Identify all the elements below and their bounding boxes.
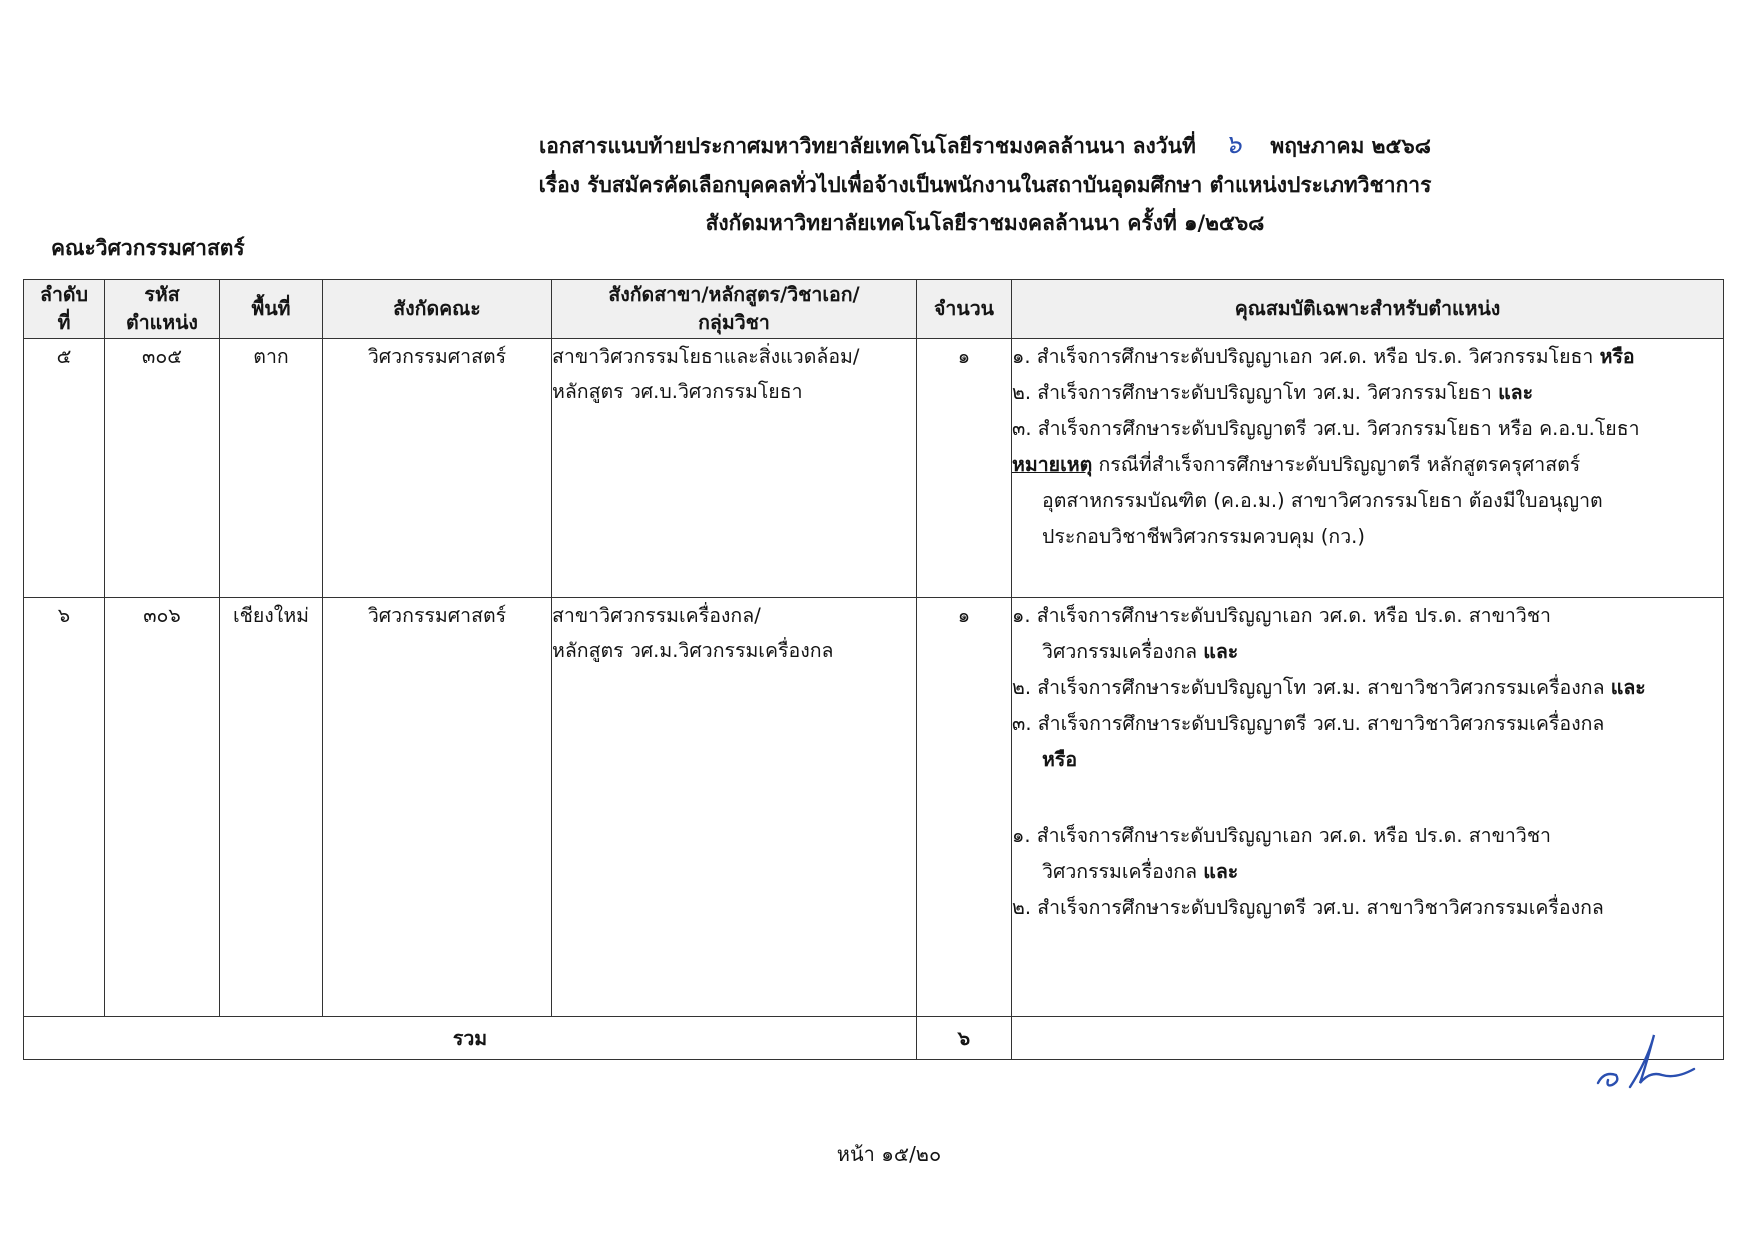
- row-area: ตาก: [220, 339, 323, 598]
- row-qualifications: ๑. สำเร็จการศึกษาระดับปริญญาเอก วศ.ด. หรือ ปร.ด. วิศวกรรมโยธา หรือ ๒. สำเร็จการศึกษาระดับปริญญาโท วศ.ม. วิศวกรรมโยธา และ ๓. สำเร็จการศึกษาระดับปริญญาตรี วศ.บ. วิศวกรรมโยธา หรือ ค.อ.บ.โยธา หมายเหตุ กรณีที่สำเร็จการศึกษาระดับปริญญาตรี หลักสูตรครุศาสตร์ อุตสาหกรรมบัณฑิต (ค.อ.ม.) สาขาวิศวกรรมโยธา ต้องมีใบอนุญาต ประกอบวิชาชีพวิศวกรรมควบคุม (กว.): [1012, 339, 1724, 598]
- row-count: ๑: [917, 339, 1012, 598]
- total-label: รวม: [24, 1017, 917, 1060]
- header-area: พื้นที่: [220, 280, 323, 339]
- table-header-row: [24, 280, 1724, 339]
- header-count: จำนวน: [917, 280, 1012, 339]
- header-program: สังกัดสาขา/หลักสูตร/วิชาเอก/ กลุ่มวิชา: [552, 280, 917, 339]
- faculty-title: คณะวิศวกรรมศาสตร์: [51, 236, 245, 260]
- row-program: สาขาวิศวกรรมเครื่องกล/ หลักสูตร วศ.ม.วิศวกรรมเครื่องกล: [552, 598, 917, 1017]
- note-label: หมายเหตุ: [1012, 453, 1093, 477]
- row-no: ๖: [24, 598, 105, 1017]
- row-qualifications: ๑. สำเร็จการศึกษาระดับปริญญาเอก วศ.ด. หรือ ปร.ด. สาขาวิชา วิศวกรรมเครื่องกล และ ๒. สำเร็จการศึกษาระดับปริญญาโท วศ.ม. สาขาวิชาวิศวกรรมเครื่องกล และ ๓. สำเร็จการศึกษาระดับปริญญาตรี วศ.บ. สาขาวิชาวิศวกรรมเครื่องกล หรือ ๑. สำเร็จการศึกษาระดับปริญญาเอก วศ.ด. หรือ ปร.ด. สาขาวิชา วิศวกรรมเครื่องกล และ ๒. สำเร็จการศึกษาระดับปริญญาตรี วศ.บ. สาขาวิชาวิศวกรรมเครื่องกล: [1012, 598, 1724, 1017]
- row-code: ๓๐๖: [105, 598, 220, 1017]
- header-no: ลำดับ ที่: [24, 280, 105, 339]
- header-qualifications: คุณสมบัติเฉพาะสำหรับตำแหน่ง: [1012, 280, 1724, 339]
- row-faculty: วิศวกรรมศาสตร์: [323, 339, 552, 598]
- row-code: ๓๐๕: [105, 339, 220, 598]
- handwritten-date: ๖: [1224, 130, 1242, 160]
- header-line-1: [108, 124, 1754, 165]
- header-line1-suffix: พฤษภาคม ๒๕๖๘: [1270, 134, 1431, 158]
- row-faculty: วิศวกรรมศาสตร์: [323, 598, 552, 1017]
- row-area: เชียงใหม่: [220, 598, 323, 1017]
- row-no: ๕: [24, 339, 105, 598]
- total-row: [24, 1017, 1724, 1060]
- header-line-3: สังกัดมหาวิทยาลัยเทคโนโลยีราชมงคลล้านนา ครั้งที่ ๑/๒๕๖๘: [705, 211, 1265, 235]
- header-code: รหัส ตำแหน่ง: [105, 280, 220, 339]
- page-number: หน้า ๑๕/๒๐: [836, 1142, 942, 1166]
- total-count: ๖: [917, 1017, 1012, 1060]
- header-line-2: เรื่อง รับสมัครคัดเลือกบุคคลทั่วไปเพื่อจ้างเป็นพนักงานในสถาบันอุดมศึกษา ตำแหน่งประเภทวิชาการ: [538, 173, 1432, 197]
- positions-table: [23, 279, 1724, 1060]
- handwritten-signature: [1590, 1025, 1700, 1099]
- header-faculty: สังกัดคณะ: [323, 280, 552, 339]
- row-program: สาขาวิศวกรรมโยธาและสิ่งแวดล้อม/ หลักสูตร วศ.บ.วิศวกรรมโยธา: [552, 339, 917, 598]
- header-line1-prefix: เอกสารแนบท้ายประกาศมหาวิทยาลัยเทคโนโลยีราชมงคลล้านนา ลงวันที่: [539, 134, 1196, 158]
- row-count: ๑: [917, 598, 1012, 1017]
- table-row: [24, 598, 1724, 1017]
- table-row: [24, 339, 1724, 598]
